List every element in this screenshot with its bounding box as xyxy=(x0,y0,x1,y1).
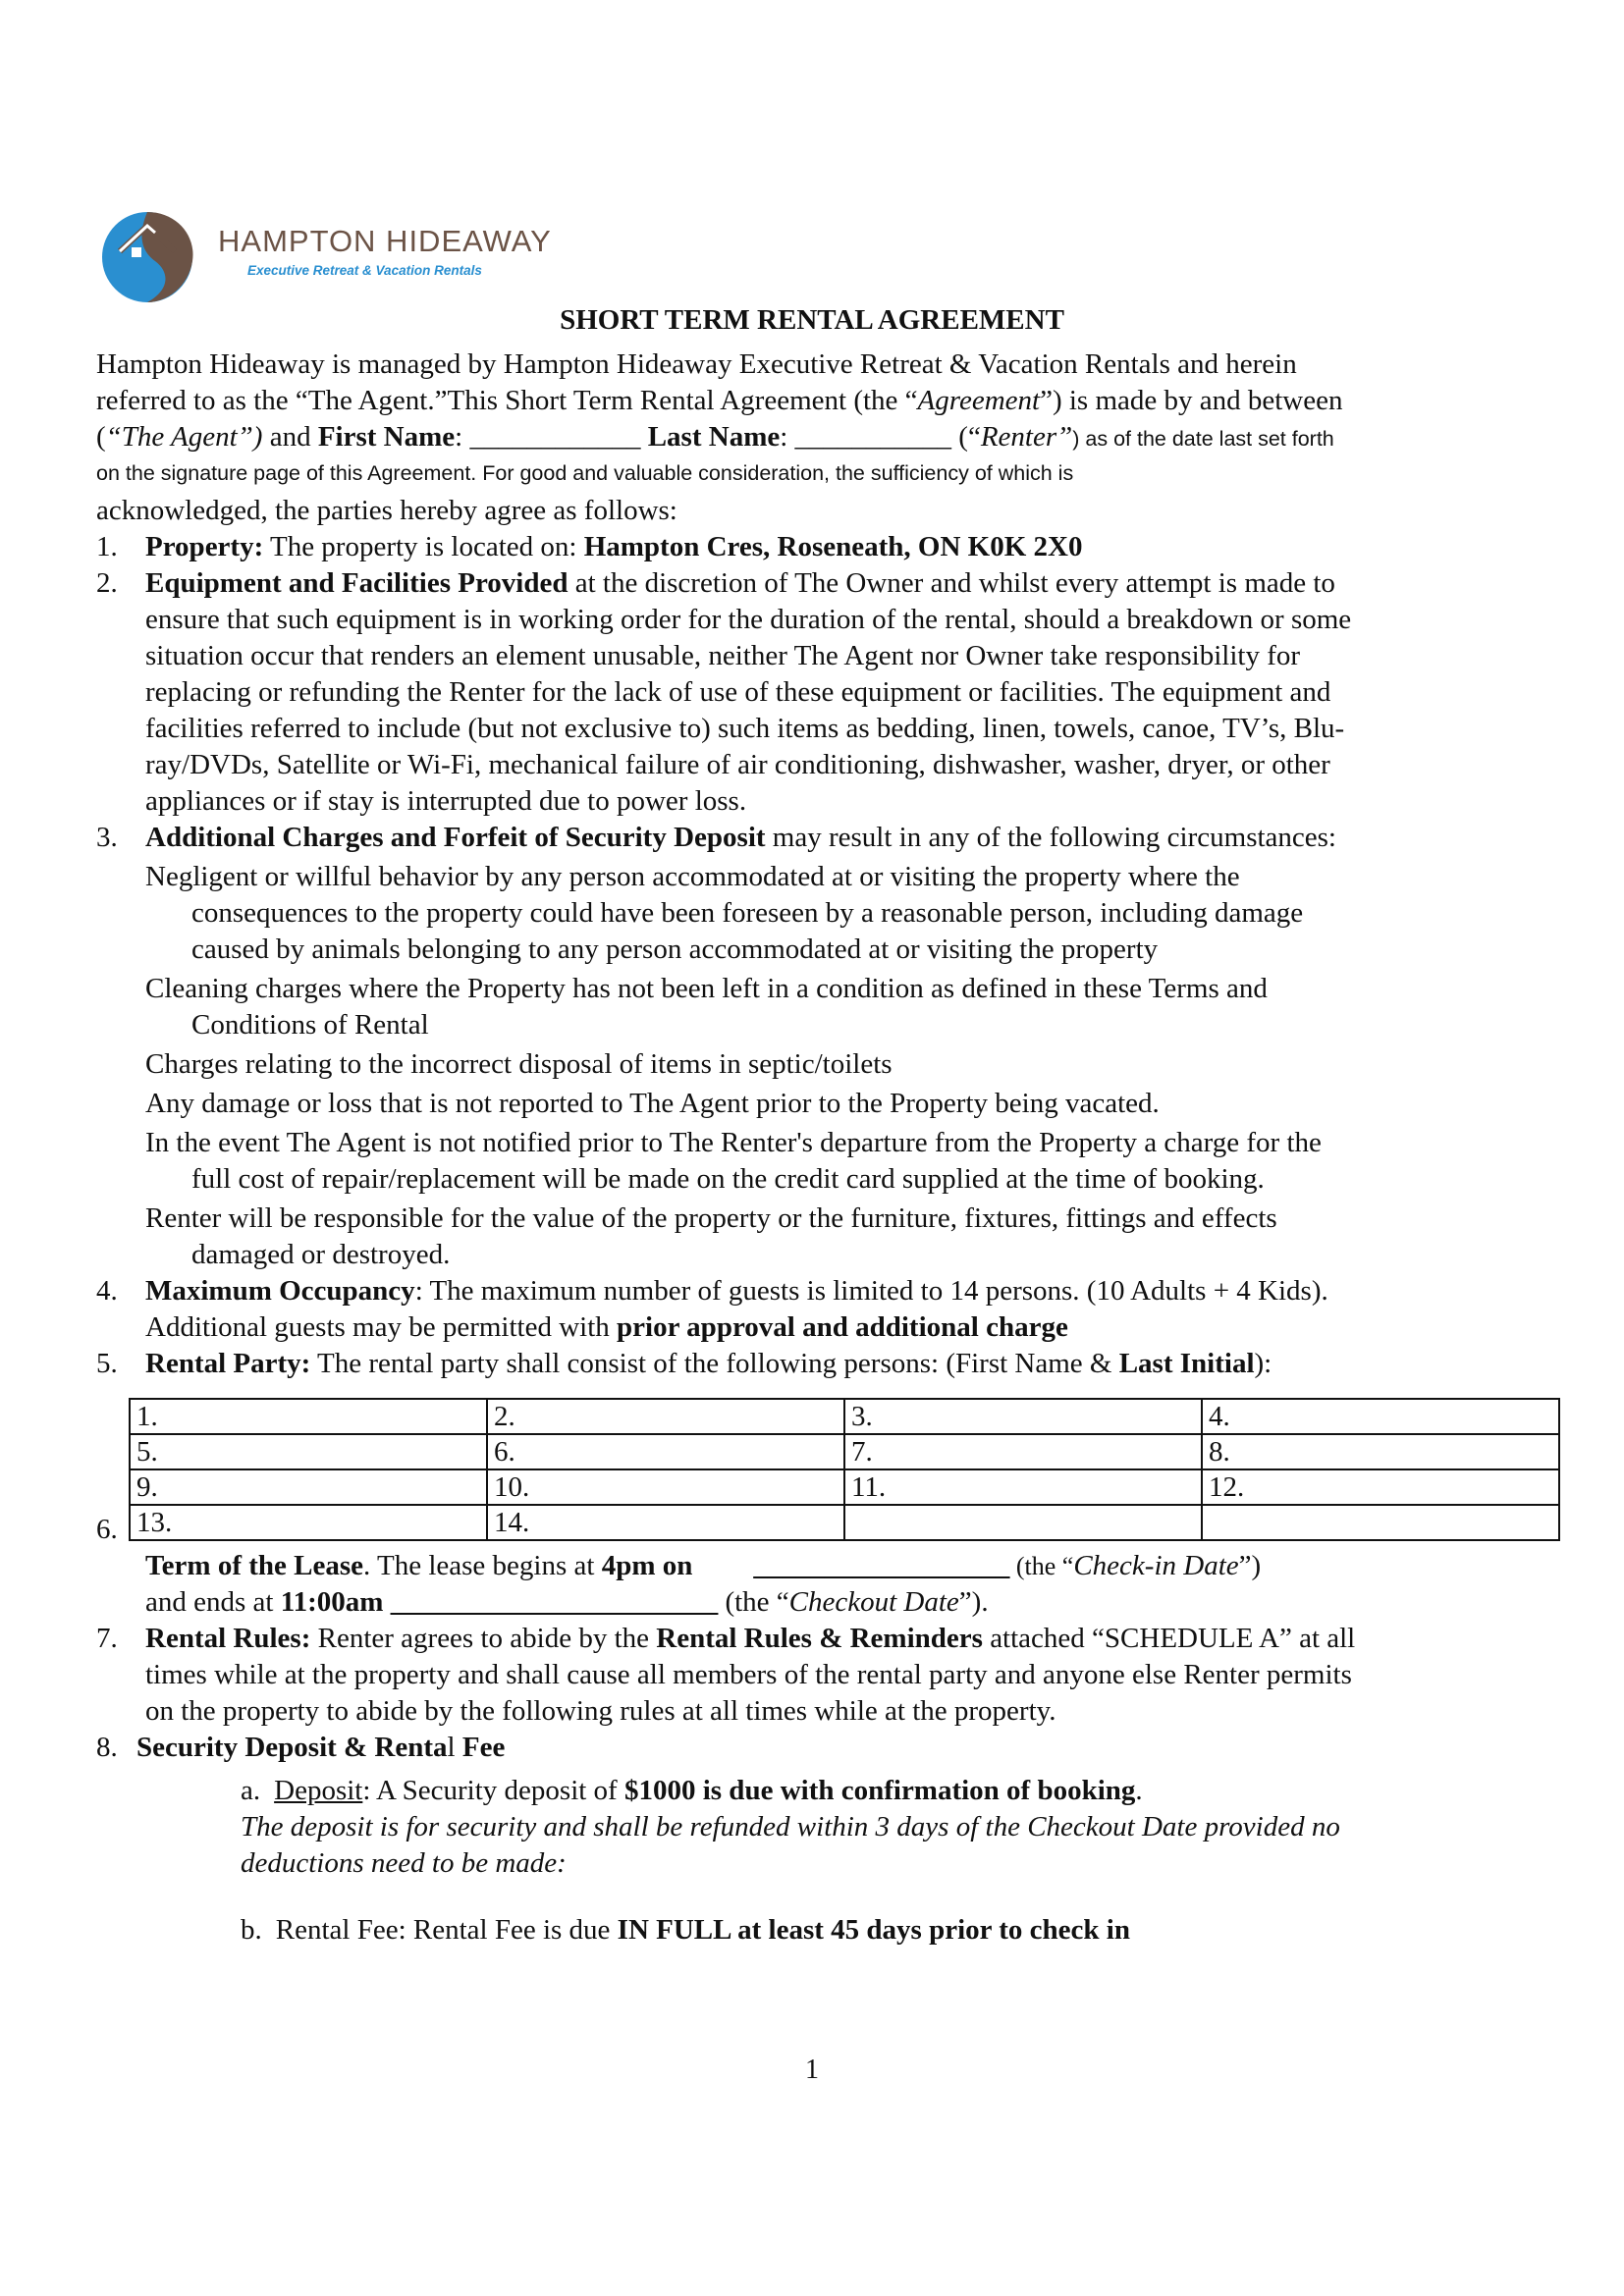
section-rental-rules: Rental Rules: Renter agrees to abide by the Rental Rules & Reminders attached “SCHEDULE A” at all xyxy=(145,1623,1356,1654)
table-row xyxy=(130,1469,1559,1505)
rental-fee-item: b. Rental Fee: Rental Fee is due IN FULL at least 45 days prior to check in xyxy=(241,1914,1130,1946)
section-rental-rules-line: times while at the property and shall cause all members of the rental party and anyone else Renter permits xyxy=(145,1659,1352,1690)
charge-item-cont: damaged or destroyed. xyxy=(191,1239,451,1270)
section-number: 4. xyxy=(96,1275,118,1307)
document-title: SHORT TERM RENTAL AGREEMENT xyxy=(560,304,1064,336)
rental-party-table xyxy=(129,1398,1560,1541)
charge-item: Any damage or loss that is not reported to The Agent prior to the Property being vacated. xyxy=(145,1088,1160,1119)
section-equipment-line: ensure that such equipment is in working order for the duration of the rental, should a breakdown or some xyxy=(145,604,1352,635)
party-cell[interactable]: 5. xyxy=(130,1434,487,1469)
intro-line: on the signature page of this Agreement. For good and valuable consideration, the sufficiency of which is xyxy=(96,461,1074,485)
section-number: 5. xyxy=(96,1348,118,1379)
deposit-item: a. Deposit: A Security deposit of $1000 is due with confirmation of booking. xyxy=(241,1775,1143,1806)
section-rental-rules-line: on the property to abide by the following rules at all times while at the property. xyxy=(145,1695,1056,1727)
section-occupancy-line: Additional guests may be permitted with prior approval and additional charge xyxy=(145,1311,1068,1343)
section-number: 7. xyxy=(96,1623,118,1654)
party-cell[interactable]: 6. xyxy=(487,1434,844,1469)
party-cell[interactable]: 2. xyxy=(487,1399,844,1434)
party-cell[interactable]: 14. xyxy=(487,1505,844,1540)
party-cell[interactable]: 13. xyxy=(130,1505,487,1540)
section-number: 2. xyxy=(96,567,118,599)
charge-item: Renter will be responsible for the value of the property or the furniture, fixtures, fittings and effects xyxy=(145,1202,1277,1234)
table-row xyxy=(130,1505,1559,1540)
section-number: 8. xyxy=(96,1732,118,1763)
logo-name: HAMPTON HIDEAWAY xyxy=(218,224,552,258)
section-number: 6. xyxy=(96,1514,118,1545)
section-term: Term of the Lease. The lease begins at 4pm on __________________ (the “Check-in Date”) xyxy=(145,1550,1262,1581)
party-cell[interactable]: 8. xyxy=(1202,1434,1559,1469)
section-equipment-line: situation occur that renders an element unusable, neither The Agent nor Owner take responsibility for xyxy=(145,640,1301,671)
deposit-note: The deposit is for security and shall be refunded within 3 days of the Checkout Date provided no xyxy=(241,1811,1340,1842)
section-rental-party: Rental Party: The rental party shall consist of the following persons: (First Name & Last Initial): xyxy=(145,1348,1272,1379)
section-deposit-fee: Security Deposit & Rental Fee xyxy=(136,1732,506,1763)
section-equipment-line: ray/DVDs, Satellite or Wi-Fi, mechanical failure of air conditioning, dishwasher, washer, dryer, or other xyxy=(145,749,1330,780)
party-cell[interactable]: 11. xyxy=(844,1469,1202,1505)
intro-line: acknowledged, the parties hereby agree as follows: xyxy=(96,495,677,526)
party-cell[interactable]: 12. xyxy=(1202,1469,1559,1505)
section-equipment-line: facilities referred to include (but not exclusive to) such items as bedding, linen, towels, canoe, TV’s, Blu- xyxy=(145,713,1345,744)
section-number: 3. xyxy=(96,822,118,853)
section-charges: Additional Charges and Forfeit of Security Deposit may result in any of the following circumstances: xyxy=(145,822,1336,853)
party-cell[interactable]: 10. xyxy=(487,1469,844,1505)
logo-tagline: Executive Retreat & Vacation Rentals xyxy=(247,263,482,278)
party-cell[interactable]: 7. xyxy=(844,1434,1202,1469)
page-number: 1 xyxy=(805,2055,819,2085)
section-equipment-line: replacing or refunding the Renter for the lack of use of these equipment or facilities. The equipment and xyxy=(145,676,1331,708)
party-cell[interactable]: 9. xyxy=(130,1469,487,1505)
party-cell[interactable] xyxy=(1202,1505,1559,1540)
charge-item-cont: full cost of repair/replacement will be made on the credit card supplied at the time of booking. xyxy=(191,1163,1265,1195)
section-number: 1. xyxy=(96,531,118,562)
party-cell[interactable]: 4. xyxy=(1202,1399,1559,1434)
house-logo-icon xyxy=(98,196,216,314)
section-equipment: Equipment and Facilities Provided at the discretion of The Owner and whilst every attempt is made to xyxy=(145,567,1335,599)
section-property: Property: The property is located on: Hampton Cres, Roseneath, ON K0K 2X0 xyxy=(145,531,1083,562)
intro-line: referred to as the “The Agent.”This Short Term Rental Agreement (the “Agreement”) is made by and between xyxy=(96,385,1343,416)
party-cell[interactable]: 3. xyxy=(844,1399,1202,1434)
charge-item-cont: caused by animals belonging to any person accommodated at or visiting the property xyxy=(191,934,1159,965)
charge-item: Cleaning charges where the Property has not been left in a condition as defined in these Terms and xyxy=(145,973,1268,1004)
deposit-note: deductions need to be made: xyxy=(241,1847,567,1879)
charge-item-cont: consequences to the property could have been foreseen by a reasonable person, including damage xyxy=(191,897,1304,929)
party-cell[interactable]: 1. xyxy=(130,1399,487,1434)
company-logo xyxy=(98,196,560,314)
charge-item: Charges relating to the incorrect disposal of items in septic/toilets xyxy=(145,1048,893,1080)
table-row xyxy=(130,1399,1559,1434)
intro-line: Hampton Hideaway is managed by Hampton Hideaway Executive Retreat & Vacation Rentals and herein xyxy=(96,348,1297,380)
charge-item-cont: Conditions of Rental xyxy=(191,1009,429,1041)
section-occupancy: Maximum Occupancy: The maximum number of guests is limited to 14 persons. (10 Adults + 4 Kids). xyxy=(145,1275,1328,1307)
table-row xyxy=(130,1434,1559,1469)
charge-item: In the event The Agent is not notified prior to The Renter's departure from the Property a charge for the xyxy=(145,1127,1322,1158)
section-term-line: and ends at 11:00am _______________________ (the “Checkout Date”). xyxy=(145,1586,989,1618)
section-equipment-line: appliances or if stay is interrupted due to power loss. xyxy=(145,785,747,817)
party-cell[interactable] xyxy=(844,1505,1202,1540)
intro-line: (“The Agent”) and First Name: ____________ Last Name: ___________ (“Renter”) as of the date last set forth xyxy=(96,421,1334,453)
charge-item: Negligent or willful behavior by any person accommodated at or visiting the property where the xyxy=(145,861,1240,892)
